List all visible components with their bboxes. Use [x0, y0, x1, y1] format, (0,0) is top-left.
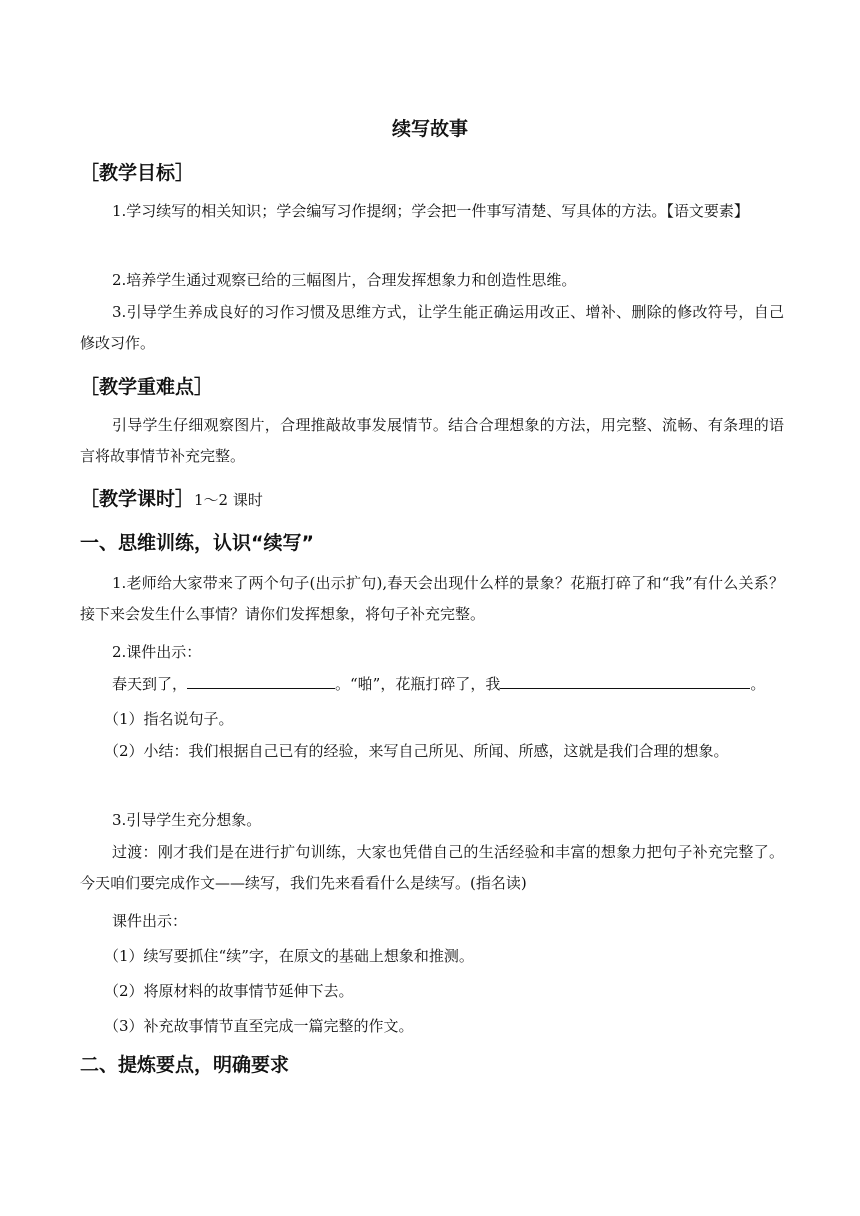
fill-blank-1 — [187, 674, 335, 689]
fill-text-1: 春天到了， — [112, 675, 188, 693]
section-1-paragraph-3: 3.引导学生充分想象。 — [112, 811, 262, 829]
fill-text-3: 。 — [750, 675, 766, 693]
goal-2-paragraph: 2.培养学生通过观察已给的三幅图片，合理发挥想象力和创造性思维。 — [112, 271, 577, 289]
goal-1-paragraph: 1.学习续写的相关知识；学会编写习作提纲；学会把一件事写清楚、写具体的方法。【语文要素】 — [112, 202, 749, 220]
class-hours-heading — [80, 484, 263, 511]
fill-in-sentence — [80, 669, 784, 700]
fill-blank-2 — [500, 674, 750, 689]
fill-text-2: 。“啪”，花瓶打碎了，我 — [335, 675, 501, 693]
sub-item-2: （2）小结：我们根据自己已有的经验，来写自己所见、所闻、所感，这就是我们合理的想象。 — [104, 742, 729, 760]
document-title: 续写故事 — [391, 118, 468, 140]
class-hours-label: ［教学课时］ — [80, 488, 195, 510]
definition-item-2: （2）将原材料的故事情节延伸下去。 — [104, 982, 354, 1000]
sub-item-1: （1）指名说句子。 — [104, 710, 234, 728]
key-points-heading: ［教学重难点］ — [80, 376, 214, 398]
section-1-heading: 一、思维训练，认识“续写” — [80, 532, 314, 554]
definition-item-3: （3）补充故事情节直至完成一篇完整的作文。 — [104, 1017, 414, 1035]
definition-item-1: （1）续写要抓住“续”字，在原文的基础上想象和推测。 — [104, 947, 474, 965]
key-points-paragraph: 引导学生仔细观察图片，合理推敲故事发展情节。结合合理想象的方法，用完整、流畅、有条理的语言将故事情节补充完整。 — [80, 416, 784, 465]
goal-3-paragraph: 3.引导学生养成良好的习作习惯及思维方式，让学生能正确运用改正、增补、删除的修改符号，自己修改习作。 — [80, 303, 784, 352]
teaching-goals-heading: ［教学目标］ — [80, 162, 195, 184]
section-1-paragraph-1: 1.老师给大家带来了两个句子(出示扩句),春天会出现什么样的景象？花瓶打碎了和“我”有什么关系？接下来会发生什么事情？请你们发挥想象，将句子补充完整。 — [80, 574, 784, 623]
section-1-paragraph-2: 2.课件出示： — [112, 643, 202, 661]
transition-paragraph: 过渡：刚才我们是在进行扩句训练，大家也凭借自己的生活经验和丰富的想象力把句子补充完整了。今天咱们要完成作文——续写，我们先来看看什么是续写。(指名读) — [80, 843, 784, 892]
courseware-label: 课件出示： — [112, 912, 188, 930]
section-2-heading: 二、提炼要点，明确要求 — [80, 1054, 290, 1076]
class-hours-value: 1～2 课时 — [194, 491, 263, 509]
